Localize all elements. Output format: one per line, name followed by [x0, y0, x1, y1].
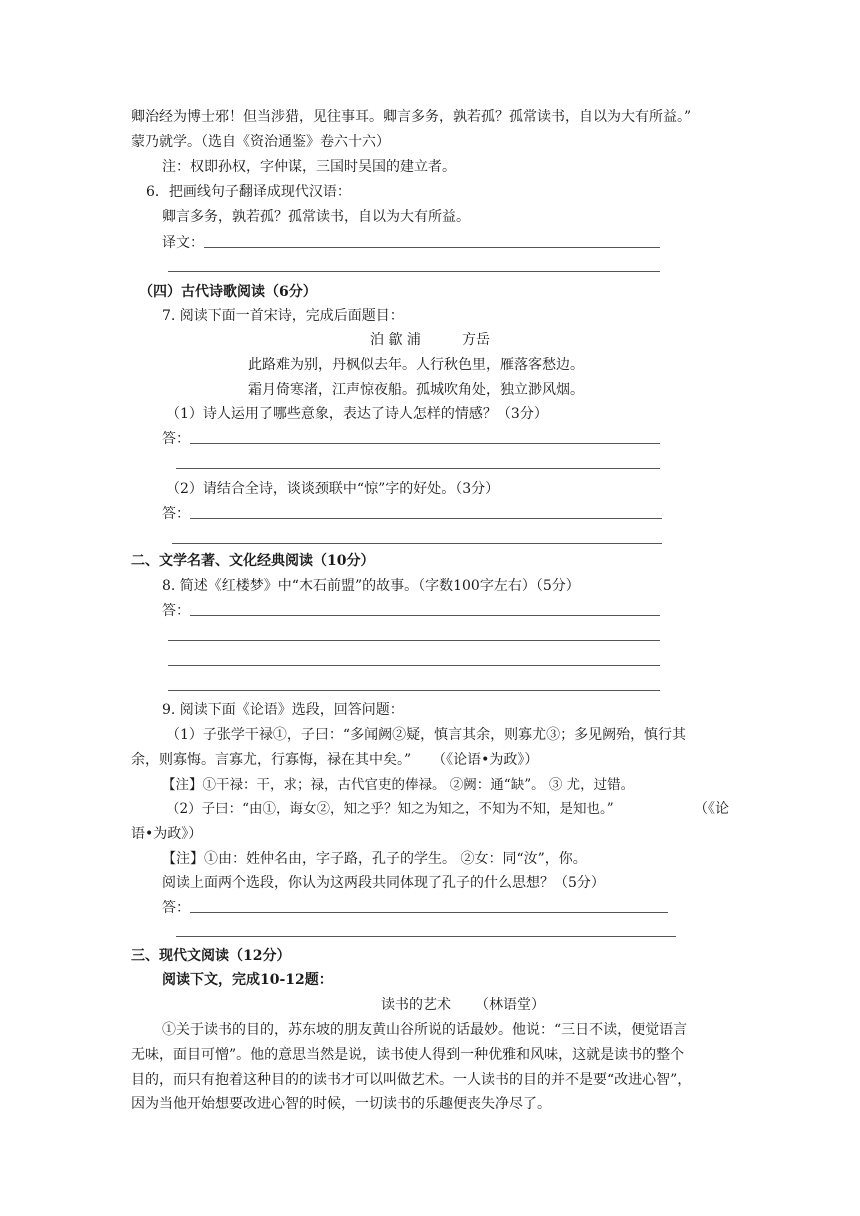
- answer-line[interactable]: [168, 271, 660, 272]
- answer-label: 答：: [162, 900, 190, 916]
- question-9-ask: 阅读上面两个选段，你认为这两段共同体现了孔子的什么思想？（5分）: [162, 875, 605, 891]
- annotation-note: 【注】①干禄：干，求；禄，古代官吏的俸禄。 ②阙：通“缺”。 ③ 尤，过错。: [162, 777, 635, 793]
- quote-line: 语•为政》）: [131, 826, 203, 842]
- quote-line: （《论: [694, 801, 729, 817]
- answer-label: 答：: [162, 506, 190, 522]
- answer-line[interactable]: [168, 690, 660, 691]
- poem-title: 泊 歙 浦: [370, 332, 421, 348]
- paragraph-line: 目的，而只有抱着这种目的的读书才可以叫做艺术。一人读书的目的并不是要“改进心智”，: [131, 1072, 692, 1088]
- answer-line[interactable]: [168, 640, 660, 641]
- paragraph-line: ①关于读书的目的，苏东坡的朋友黄山谷所说的话最妙。他说：“三日不读，便觉语言: [162, 1022, 688, 1038]
- section-instruction: 阅读下文，完成10-12题：: [162, 972, 333, 988]
- annotation-note: 【注】①由：姓仲名由，字子路，孔子的学生。 ②女：同“汝”，你。: [162, 851, 587, 867]
- question-6-sentence: 卿言多务，孰若孤？孤常读书，自以为大有所益。: [162, 209, 470, 225]
- section-heading: 二、文学名著、文化经典阅读（10分）: [131, 553, 375, 569]
- question-9: 9. 阅读下面《论语》选段，回答问题：: [162, 702, 404, 718]
- answer-label: 答：: [162, 603, 190, 619]
- question-7: 7. 阅读下面一首宋诗，完成后面题目：: [162, 308, 404, 324]
- question-7-1: （1）诗人运用了哪些意象，表达了诗人怎样的情感？（3分）: [166, 406, 548, 422]
- question-8: 8. 简述《红楼梦》中“木石前盟”的故事。（字数100字左右）（5分）: [162, 578, 580, 594]
- answer-line[interactable]: [172, 543, 662, 544]
- question-6: 6．把画线句子翻译成现代汉语：: [146, 184, 351, 200]
- section-heading: 三、现代文阅读（12分）: [131, 948, 291, 964]
- answer-line[interactable]: [190, 615, 660, 616]
- text-line: 卿治经为博士邪！但当涉猎，见往事耳。卿言多务，孰若孤？孤常读书，自以为大有所益。”: [131, 109, 692, 125]
- paragraph-line: 因为当他开始想要改进心智的时候，一切读书的乐趣便丧失净尽了。: [131, 1096, 551, 1112]
- answer-line[interactable]: [190, 518, 662, 519]
- answer-label: 译文：: [162, 235, 204, 251]
- paragraph-line: 无味，面目可憎”。他的意思当然是说，读书使人得到一种优雅和风味，这就是读书的整个: [131, 1047, 685, 1063]
- annotation-note: 注：权即孙权，字仲谋，三国时吴国的建立者。: [162, 159, 456, 175]
- answer-line[interactable]: [176, 468, 660, 469]
- answer-line[interactable]: [190, 443, 660, 444]
- article-author: （林语堂）: [475, 997, 545, 1013]
- poem-line: 此路难为别，丹枫似去年。人行秋色里，雁落客愁边。: [248, 357, 584, 373]
- poem-line: 霜月倚寒渚，江声惊夜船。孤城吹角处，独立渺风烟。: [248, 382, 584, 398]
- section-heading: （四）古代诗歌阅读（6分）: [139, 284, 317, 300]
- quote-line: （2）子曰：“由①，诲女②，知之乎？知之为知之，不知为不知，是知也。”: [166, 801, 614, 817]
- answer-line[interactable]: [176, 936, 676, 937]
- article-title: 读书的艺术: [381, 997, 451, 1013]
- answer-label: 答：: [162, 431, 190, 447]
- answer-line[interactable]: [190, 912, 668, 913]
- question-7-2: （2）请结合全诗，谈谈颈联中“惊”字的好处。（3分）: [166, 481, 500, 497]
- quote-line: （1）子张学干禄①，子曰：“多闻阙②疑，慎言其余，则寡尤③；多见阙殆，慎行其: [166, 727, 687, 743]
- quote-line: 余，则寡悔。言寡尤，行寡悔，禄在其中矣。” （《论语•为政》）: [131, 752, 539, 768]
- text-line: 蒙乃就学。（选自《资治通鉴》卷六十六）: [131, 134, 390, 150]
- poem-author: 方岳: [462, 332, 490, 348]
- answer-line[interactable]: [204, 247, 660, 248]
- answer-line[interactable]: [168, 665, 660, 666]
